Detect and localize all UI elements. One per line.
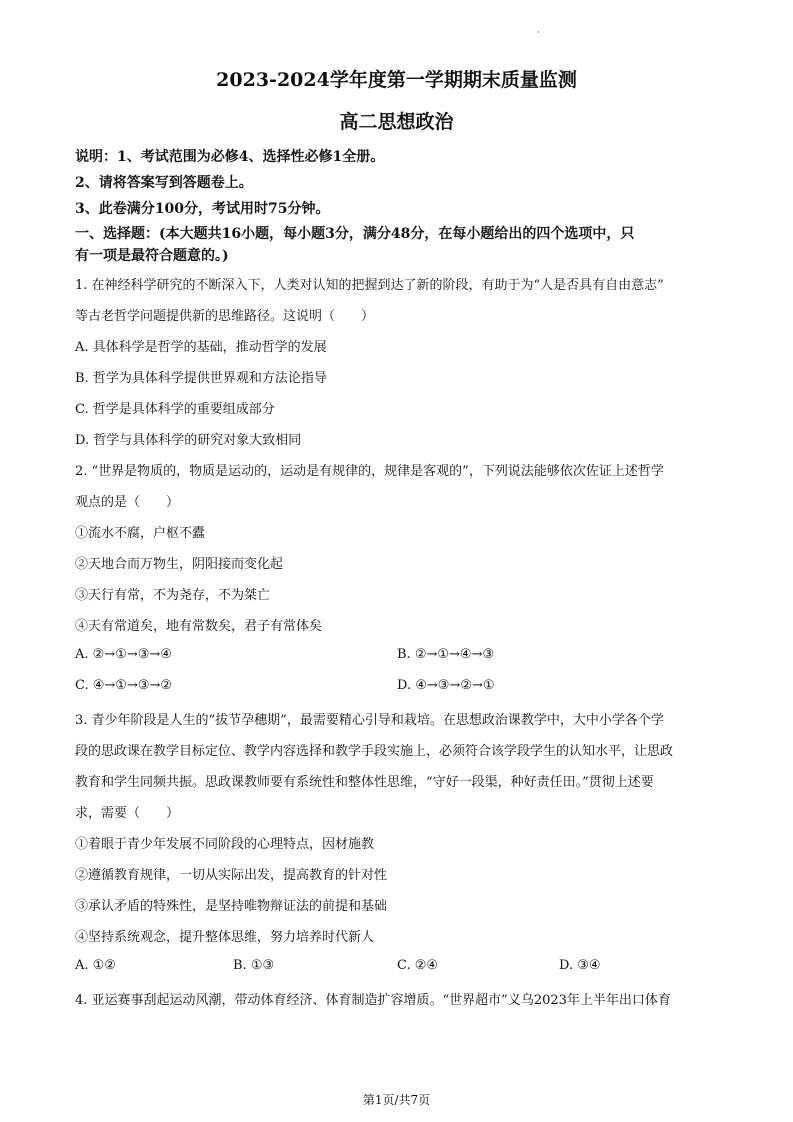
q3-item-3: ③承认矛盾的特殊性，是坚持唯物辩证法的前提和基础 <box>75 899 388 914</box>
section-heading-line-1: 一、选择题：(本大题共16小题，每小题3分，满分48分，在每小题给出的四个选项中，只 <box>75 226 635 242</box>
q3-stem-line-3: 教育和学生同频共振。思政课教师要有系统性和整体性思维，“守好一段渠，种好责任田。”贯彻上述要 <box>75 775 654 790</box>
q2-item-1: ①流水不腐，户枢不蠹 <box>75 526 206 541</box>
q3-option-b: B. ①③ <box>233 958 275 973</box>
q2-option-a: A. ②→①→③→④ <box>75 647 172 662</box>
q2-item-2: ②天地合而万物生，阴阳接而变化起 <box>75 557 284 572</box>
q3-option-d: D. ③④ <box>559 958 601 973</box>
q2-option-d: D. ④→③→②→① <box>397 678 495 693</box>
top-mark: · <box>537 28 540 37</box>
q1-option-d: D. 哲学与具体科学的研究对象大致相同 <box>75 433 302 448</box>
q2-option-b: B. ②→①→④→③ <box>397 647 495 662</box>
q3-item-2: ②遵循教育规律，一切从实际出发，提高教育的针对性 <box>75 868 388 883</box>
q3-stem-line-4: 求，需要（ ） <box>75 806 180 821</box>
q3-item-4: ④坚持系统观念，提升整体思维，努力培养时代新人 <box>75 930 375 945</box>
note-1: 说明：1、考试范围为必修4、选择性必修1全册。 <box>75 149 385 165</box>
exam-title: 2023-2024学年度第一学期期末质量监测 <box>216 69 577 91</box>
note-2: 2、请将答案写到答题卷上。 <box>75 175 253 191</box>
q3-stem-line-2: 段的思政课在教学目标定位、教学内容选择和教学手段实施上，必须符合该学段学生的认知水平，让思政 <box>75 744 674 759</box>
q3-item-1: ①着眼于青少年发展不同阶段的心理特点，因材施教 <box>75 837 375 852</box>
q1-stem-line-2: 等古老哲学问题提供新的思维路径。这说明（ ） <box>75 309 375 324</box>
q2-option-c: C. ④→①→③→② <box>75 678 173 693</box>
q4-stem-line-1: 4. 亚运赛事刮起运动风潮，带动体育经济、体育制造扩容增质。“世界超市”义乌2023年上半年出口体育 <box>75 993 671 1008</box>
q3-option-c: C. ②④ <box>397 958 439 973</box>
page-number: 第1页/共7页 <box>362 1093 431 1107</box>
q3-stem-line-1: 3. 青少年阶段是人生的“拔节孕穗期”，最需要精心引导和栽培。在思想政治课教学中，大中小学各个学 <box>75 713 664 728</box>
q2-stem-line-1: 2. “世界是物质的，物质是运动的，运动是有规律的，规律是客观的”，下列说法能够依次佐证上述哲学 <box>75 464 664 479</box>
q1-option-a: A. 具体科学是哲学的基础，推动哲学的发展 <box>75 340 327 355</box>
q2-item-4: ④天有常道矣，地有常数矣，君子有常体矣 <box>75 619 323 634</box>
q3-option-a: A. ①② <box>75 958 116 973</box>
q1-option-b: B. 哲学为具体科学提供世界观和方法论指导 <box>75 371 327 386</box>
q1-option-c: C. 哲学是具体科学的重要组成部分 <box>75 402 275 417</box>
q2-item-3: ③天行有常，不为尧存，不为桀亡 <box>75 588 271 603</box>
note-3: 3、此卷满分100分，考试用时75分钟。 <box>75 201 330 217</box>
q1-stem-line-1: 1. 在神经科学研究的不断深入下，人类对认知的把握到达了新的阶段，有助于为“人是否具有自由意志” <box>75 278 664 293</box>
exam-subject: 高二思想政治 <box>339 111 454 133</box>
section-heading-line-2: 有一项是最符合题意的。) <box>75 248 229 264</box>
q2-stem-line-2: 观点的是（ ） <box>75 495 180 510</box>
